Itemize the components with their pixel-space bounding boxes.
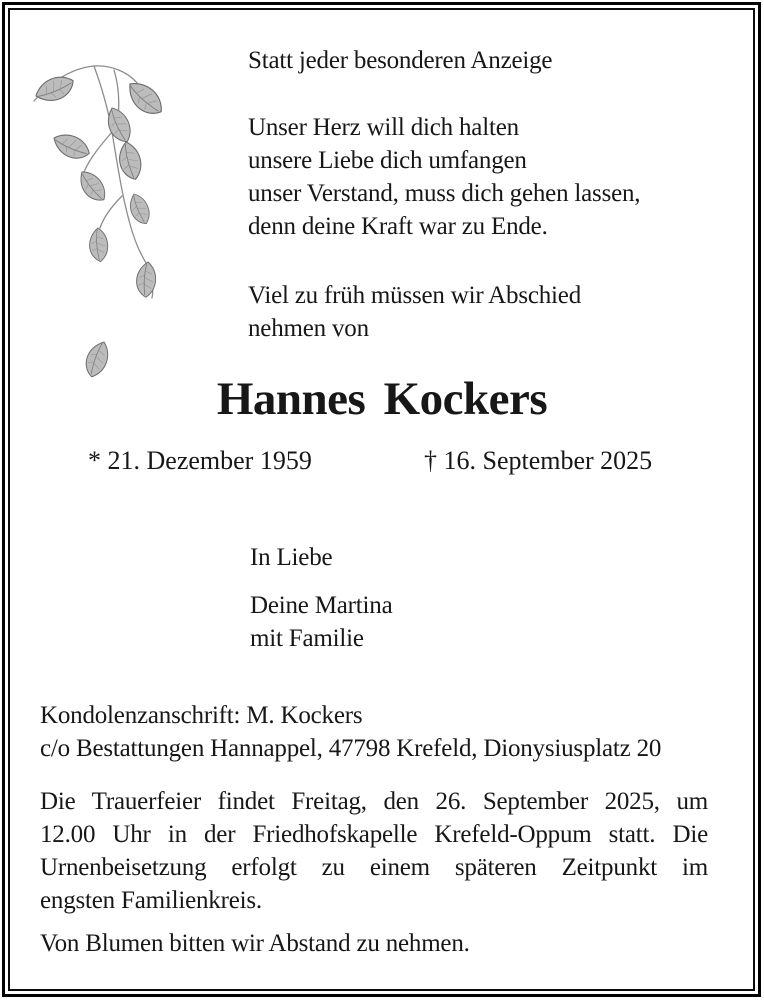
death-date: † 16. September 2025 [424,446,653,475]
funeral-line: Urnenbeisetzung erfolgt zu einem späteren Zeitpunkt im [40,854,708,881]
memorial-poem [248,111,640,243]
flowers-note: Von Blumen bitten wir Abstand zu nehmen. [40,930,470,957]
poem-line: unser Verstand, muss dich gehen lassen, [248,180,641,207]
poem-line: Unser Herz will dich halten [248,114,519,141]
funeral-line: engsten Familienkreis. [40,887,262,914]
poem-line: unsere Liebe dich umfangen [248,147,527,174]
intro-line: Statt jeder besonderen Anzeige [248,47,553,74]
condolence-line: Kondolenzanschrift: M. Kockers [40,702,363,729]
life-dates-row [0,446,764,480]
farewell-line: nehmen von [248,315,369,342]
mourner-line: mit Familie [250,625,364,652]
branch-leaves-illustration [28,46,198,391]
birth-date: * 21. Dezember 1959 [88,446,312,475]
mourners-block [250,589,392,655]
funeral-details-paragraph [40,785,708,917]
condolence-address [40,699,661,765]
closing-phrase: In Liebe [250,544,333,571]
poem-line: denn deine Kraft war zu Ende. [248,213,548,240]
mourner-line: Deine Martina [250,592,393,619]
farewell-statement [248,279,581,345]
branch-leaves [32,71,168,380]
condolence-line: c/o Bestattungen Hannappel, 47798 Krefeld, Dionysiusplatz 20 [40,735,662,762]
funeral-line: Die Trauerfeier findet Freitag, den 26. September 2025, um [40,788,708,815]
farewell-line: Viel zu früh müssen wir Abschied [248,282,582,309]
deceased-name: Hannes Kockers [216,373,548,425]
funeral-line: 12.00 Uhr in der Friedhofskapelle Krefeld-Oppum statt. Die [40,821,708,848]
